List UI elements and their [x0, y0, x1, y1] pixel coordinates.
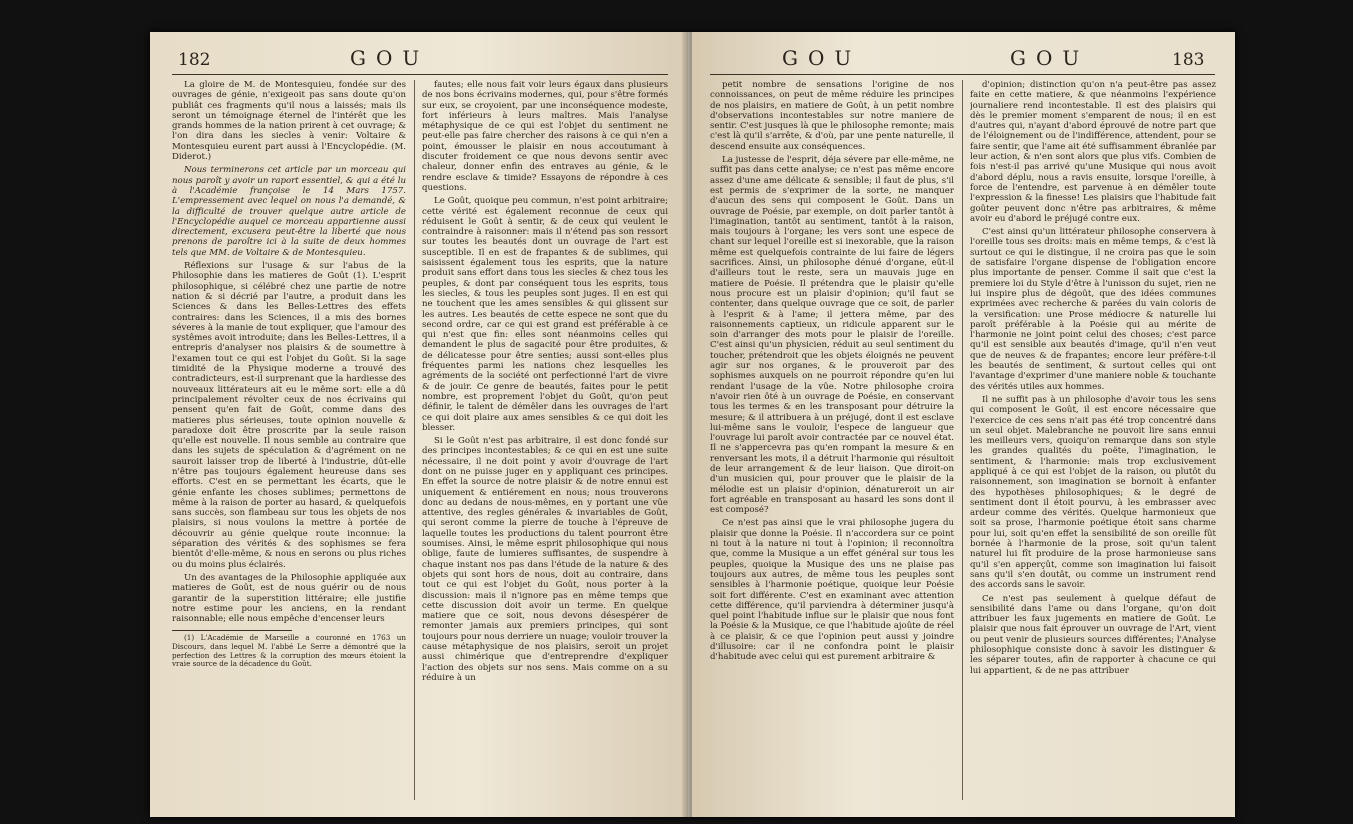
footnote-rule: [172, 630, 292, 631]
paragraph: Ce n'est pas seulement à quelque défaut de sensibilité dans l'ame ou dans l'organe, qu'on doit attribuer les faux jugements en matiere de Goût. Le plaisir que nous fait éprouver un ouvrage de l'Art, vient ou peut venir de plusieurs sources différentes; l'Analyse philosophique consiste donc à savoir les distinguer & les séparer toutes, afin de rapporter à chacune ce qui lui appartient, & de ne pas attribuer: [970, 593, 1216, 676]
paragraph: Réflexions sur l'usage & sur l'abus de la Philosophie dans les matieres de Goût (1). L'esprit philosophique, si célébré chez une partie de notre nation & si décrié par l'autre, a produit dans les Sciences & dans les Belles-Lettres des effets contraires: dans les Sciences, il a mis des bornes séveres à la manie de tout expliquer, que l'amour des systêmes avoit introduite; dans les Belles-Lettres, il a entrepris d'analyser nos plaisirs & de soumettre à l'examen tout ce qui est l'objet du Goût. Si la sage timidité de la Physique moderne a trouvé des contradicteurs, est-il surprenant que la hardiesse des nouveaux littérateurs ait eu le même sort: elle a dû principalement révolter ceux de nos écrivains qui pensent qu'en fait de Goût, comme dans des matieres plus sérieuses, toute opinion nouvelle & paradoxe doit être proscrite par la seule raison qu'elle est nouvelle. Il nous semble au contraire que dans les sujets de spéculation & d'agrément on ne sauroit laisser trop de liberté à l'industrie, dût-elle n'être pas toujours également heureuse dans ses efforts. C'est en se permettant les écarts, que le génie enfante les choses sublimes; permettons de même à la raison de porter au hasard, & quelquefois sans succès, son flambeau sur tous les objets de nos plaisirs, si nous voulons la mettre à portée de découvrir au génie quelque route inconnue: la séparation des vérités & des sophismes se fera bientôt d'elle-même, & nous en serons ou plus riches ou du moins plus éclairés.: [172, 261, 406, 570]
column-separator-left: [414, 80, 415, 800]
paragraph: La justesse de l'esprit, déja sévere par elle-même, ne suffit pas dans cette analyse; ce n'est pas même encore assez d'une ame délicate & sensible; il faut de plus, s'il est permis de s'exprimer de la sorte, ne manquer d'aucun des sens qui composent le Goût. Dans un ouvrage de Poésie, par exemple, on doit parler tantôt à l'imagination, tantôt au sentiment, tantôt à la raison, mais toujours à l'organe; les vers sont une espece de chant sur lequel l'oreille est si inexorable, que la raison même est quelquefois contrainte de lui faire de légers sacrifices. Ainsi, un philosophe dénué d'organe, eût-il d'ailleurs tout le reste, sera un mauvais juge en matiere de Poésie. Il prétendra que le plaisir qu'elle nous procure est un plaisir d'opinion; qu'il faut se contenter, dans quelque ouvrage que ce soit, de parler à l'esprit & à l'ame; il jettera même, par des raisonnements captieux, un ridicule apparent sur le soin d'arranger des mots pour le plaisir de l'oreille. C'est ainsi qu'un physicien, réduit au seul sentiment du toucher, prétendroit que les objets éloignés ne peuvent agir sur nos organes, & le prouveroit par des sophismes auxquels on ne pourroit répondre qu'en lui rendant l'usage de la vûe. Notre philosophe croira n'avoir rien ôté à un ouvrage de Poésie, en conservant tous les termes & en les transposant pour détruire la mesure; & il attribuera à un préjugé, dont il est esclave lui-même sans le vouloir, l'espece de langueur que l'ouvrage lui paroît avoir contractée par ce nouvel état. Il ne s'appercevra pas qu'en rompant la mesure & en renversant les mots, il a détruit l'harmonie qui résultoit de leur arrangement & de leur liaison. Que diroit-on d'un musicien qui, pour prouver que le plaisir de la mélodie est un plaisir d'opinion, dénatureroit un air fort agréable en transposant au hasard les sons dont il est composé?: [710, 155, 954, 516]
column-separator-right: [962, 80, 963, 800]
paragraph: Ce n'est pas ainsi que le vrai philosophe jugera du plaisir que donne la Poésie. Il n'accordera sur ce point ni tout à la nature ni tout à l'opinion; il reconnoîtra que, comme la Musique a un effet général sur tous les peuples, quoique la Musique des uns ne plaise pas toujours aux autres, de même tous les peuples sont sensibles à l'harmonie poétique, quoique leur Poésie soit fort différente. C'est en examinant avec attention cette différence, qu'il parviendra à déterminer jusqu'à quel point l'habitude influe sur le plaisir que nous font la Poésie & la Musique, ce que l'habitude ajoûte de réel à ce plaisir, & ce que l'opinion peut aussi y joindre d'illusoire: car il ne confondra point le plaisir d'habitude avec celui qui est purement arbitraire &: [710, 518, 954, 663]
header-rule-left: [172, 74, 668, 75]
left-column-1: [172, 80, 406, 808]
page-number-right: 183: [1172, 50, 1205, 70]
paragraph: C'est ainsi qu'un littérateur philosophe conservera à l'oreille tous ses droits: mais en même temps, & c'est là surtout ce qui le distingue, il ne croira pas que le soin de satisfaire l'organe dispense de l'obligation encore plus importante de penser. Comme il sait que c'est la premiere loi du Style d'être à l'unisson du sujet, rien ne lui inspire plus de dégoût, que des idées communes exprimées avec recherche & parées du vain coloris de la versification: une Prose médiocre & naturelle lui paroît préférable à la Poésie qui au mérite de l'harmonie ne joint point celui des choses; c'est parce qu'il est sensible aux beautés d'image, qu'il n'en veut que de neuves & de frapantes; encore leur préfère-t-il les beautés de sentiment, & surtout celles qui ont l'avantage d'exprimer d'une maniere noble & touchante des vérités utiles aux hommes.: [970, 227, 1216, 392]
running-head-left: GOU: [350, 46, 430, 70]
running-head-right-1: GOU: [782, 46, 862, 70]
paragraph: fautes; elle nous fait voir leurs égaux dans plusieurs de nos bons écrivains modernes, qui, pour s'être formés sur eux, se croyoient, par une inconséquence modeste, fort inférieurs à leurs maîtres. Mais l'analyse métaphysique de ce qui est l'objet du sentiment ne peut-elle pas faire chercher des raisons à ce qui n'en a point, émousser le plaisir en nous accoutumant à discuter froidement ce que nous devons sentir avec chaleur, donner enfin des entraves au génie, & le rendre esclave & timide? Essayons de répondre à ces questions.: [422, 80, 668, 193]
right-page: [692, 32, 1235, 817]
paragraph: Si le Goût n'est pas arbitraire, il est donc fondé sur des principes incontestables; & ce qui en est une suite nécessaire, il ne doit point y avoir d'ouvrage de l'art dont on ne puisse juger en y appliquant ces principes. En effet la source de notre plaisir & de notre ennui est uniquement & entiérement en nous; nous trouverons donc au dedans de nous-mêmes, en y portant une vûe attentive, des regles générales & invariables de Goût, qui seront comme la pierre de touche à l'épreuve de laquelle toutes les productions du talent pourront être soumises. Ainsi, le même esprit philosophique qui nous oblige, faute de lumieres suffisantes, de suspendre à chaque instant nos pas dans l'étude de la nature & des objets qui sont hors de nous, doit au contraire, dans tout ce qui est l'objet du Goût, nous porter à la discussion: mais il n'ignore pas en même temps que cette discussion doit avoir un terme. En quelque matiere que ce soit, nous devons désespérer de remonter jamais aux premiers principes, qui sont toujours pour nous derriere un nuage; vouloir trouver la cause métaphysique de nos plaisirs, seroit un projet aussi chimérique que d'entreprendre d'expliquer l'action des objets sur nos sens. Mais comme on a su réduire à un: [422, 436, 668, 683]
paragraph: Nous terminerons cet article par un morceau qui nous paroît y avoir un raport essentiel, & qui a été lu à l'Académie françoise le 14 Mars 1757. L'empressement avec lequel on nous l'a demandé, & la difficulté de trouver quelque autre article de l'Encyclopédie auquel ce morceau appartienne aussi directement, excusera peut-être la liberté que nous prenons de paroître ici à la suite de deux hommes tels que MM. de Voltaire & de Montesquieu.: [172, 165, 406, 258]
left-page: [150, 32, 688, 817]
header-rule-right: [710, 74, 1215, 75]
left-column-2: [422, 80, 668, 808]
paragraph: La gloire de M. de Montesquieu, fondée sur des ouvrages de génie, n'exigeoit pas sans doute qu'on publiât ces fragments qu'il nous a laissés; mais ils seront un témoignage éternel de l'intérêt que les grands hommes de la nation prirent à cet ouvrage; & l'on dira dans les siecles à venir: Voltaire & Montesquieu eurent part aussi à l'Encyclopédie. (M. Diderot.): [172, 80, 406, 163]
page-number-left: 182: [178, 50, 211, 70]
paragraph: petit nombre de sensations l'origine de nos connoissances, on peut de même réduire les principes de nos plaisirs, en matiere de Goût, à un petit nombre d'observations incontestables sur notre maniere de sentir. C'est jusques là que le philosophe remonte; mais c'est là qu'il s'arrête, & d'où, par une pente naturelle, il descend ensuite aux conséquences.: [710, 80, 954, 152]
right-column-2: [970, 80, 1216, 808]
running-head-right-2: GOU: [1010, 46, 1090, 70]
book-spread: [150, 32, 1235, 817]
paragraph: Il ne suffit pas à un philosophe d'avoir tous les sens qui composent le Goût, il est encore nécessaire que l'exercice de ces sens n'ait pas été trop concentré dans un seul objet. Malebranche ne pouvoit lire sans ennui les meilleurs vers, quoiqu'on remarque dans son style les grandes qualités du poëte, l'imagination, le sentiment, & l'harmonie: mais trop exclusivement appliqué à ce qui est l'objet de la raison, ou plutôt du raisonnement, son imagination se bornoit à enfanter des hypothèses philosophiques; & le degré de sentiment dont il étoit pourvu, à les embrasser avec ardeur comme des vérités. Quelque harmonieux que soit sa prose, l'harmonie poétique étoit sans charme pour lui, soit qu'en effet la sensibilité de son oreille fût bornée à l'harmonie de la prose, soit qu'un talent naturel lui fît produire de la prose harmonieuse sans qu'il s'en apperçût, comme son imagination lui faisoit sans qu'il s'en doutât, ou comme un instrument rend des accords sans le savoir.: [970, 394, 1216, 591]
paragraph: d'opinion; distinction qu'on n'a peut-être pas assez faite en cette matiere, & que néanmoins l'expérience journaliere rend incontestable. Il est des plaisirs qui dès le premier moment s'emparent de nous; il en est d'autres qui, n'ayant d'abord éprouvé de notre part que de l'éloignement ou de l'indifférence, attendent, pour se faire sentir, que l'ame ait été suffisamment ébranlée par leur action, & n'en sont alors que plus vifs. Combien de fois n'est-il pas arrivé qu'une Musique qui nous avoit d'abord déplu, nous a ravis ensuite, lorsque l'oreille, à force de l'entendre, est parvenue à en démêler toute l'expression & la finesse! Les plaisirs que l'habitude fait goûter peuvent donc n'être pas arbitraires, & même avoir eu d'abord le préjugé contre eux.: [970, 80, 1216, 224]
paragraph: Un des avantages de la Philosophie appliquée aux matieres de Goût, est de nous guérir ou de nous garantir de la superstition littéraire; elle justifie notre estime pour les anciens, en la rendant raisonnable; elle nous empêche d'encenser leurs: [172, 572, 406, 625]
footnote: (1) L'Académie de Marseille a couronné en 1763 un Discours, dans lequel M. l'abbé Le Serre a démontré que la perfection des Lettres & la corruption des mœurs étoient la vraie source de la décadence du Goût.: [172, 633, 406, 669]
paragraph: Le Goût, quoique peu commun, n'est point arbitraire; cette vérité est également reconnue de ceux qui réduisent le Goût à sentir, & de ceux qui veulent le contraindre à raisonner: mais il n'étend pas son ressort sur toutes les beautés dont un ouvrage de l'art est susceptible. Il en est de frapantes & de sublimes, qui saisissent également tous les esprits, que la nature produit sans effort dans tous les siecles & chez tous les peuples, & dont par conséquent tous les esprits, tous les siecles, & tous les peuples sont juges. Il en est qui ne touchent que les ames sensibles & qui glissent sur les autres. Les beautés de cette espece ne sont que du second ordre, car ce qui est grand est préférable à ce qui n'est que fin: elles sont néanmoins celles qui demandent le plus de sagacité pour être produites, & de délicatesse pour être senties; aussi sont-elles plus fréquentes parmi les nations chez lesquelles les agréments de la société ont perfectionné l'art de vivre & de jouir. Ce genre de beautés, faites pour le petit nombre, est proprement l'objet du Goût, qu'on peut définir, le talent de démêler dans les ouvrages de l'art ce qui doit plaire aux ames sensibles & ce qui doit les blesser.: [422, 196, 668, 433]
right-column-1: [710, 80, 954, 808]
